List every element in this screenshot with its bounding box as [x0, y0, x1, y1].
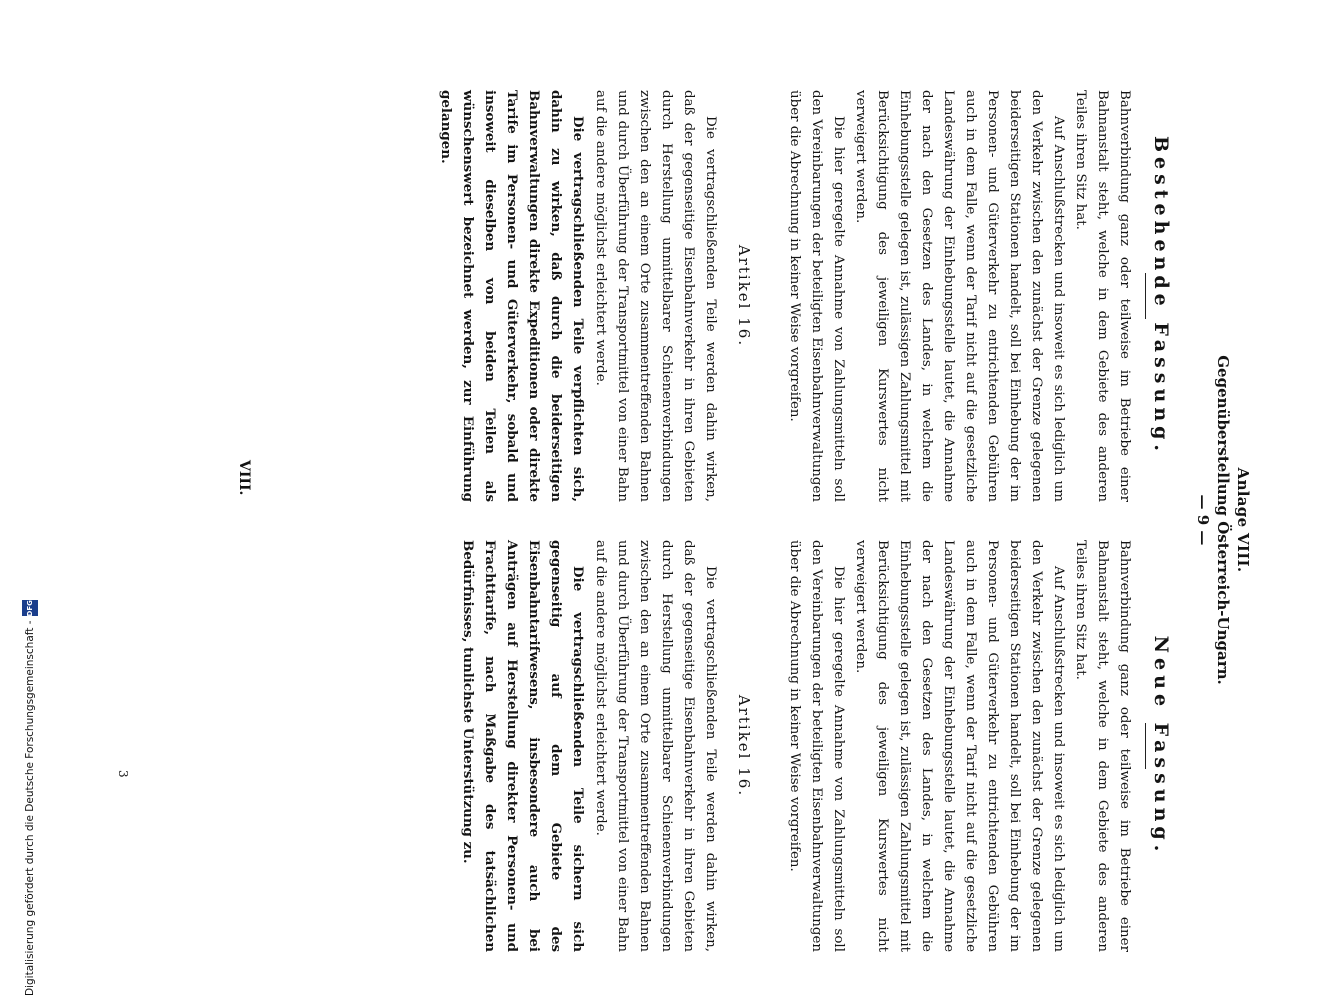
dfg-logo-icon: DFG [22, 600, 38, 616]
article-heading: Artikel 16. [735, 244, 753, 348]
annex-title: Anlage VIII. [1234, 467, 1252, 573]
signature-mark: VIII. [236, 460, 252, 496]
paragraph: Auf Anschlußstrecken und insoweit es sich lediglich um den Verkehr zwischen den zunächst der Grenze gelegenen beiderseitigen Stationen handelt, soll bei Einhebung der im Personen- und Güterverkehr zu entrichtenden Gebühren auch in dem Falle, wenn der Tarif nicht auf die gesetzliche Landeswährung der Einhebungsstelle lautet, die Annahme der nach den Gesetzen des Landes, in welchem die Einhebungsstelle gelegen ist, zulässigen Zahlungsmittel mit Berücksichtigung des jeweiligen Kurswertes nicht verweigert werden. [853, 540, 1066, 952]
paragraph: Die vertragschließenden Teile werden dahin wirken, daß der gegenseitige Eisenbahnverkehr in ihren Gebieten durch Herstellung unmittelbarer Schienenverbindungen zwischen den an einem Orte zusammentreffenden Bahnen und durch Überführung der Transportmittel von einer Bahn auf die andere möglichst erleichtert werde. [593, 540, 718, 952]
paragraph: Bahnverbindung ganz oder teilweise im Betriebe einer Bahnanstalt steht, welche in dem Gebiete des anderen Teiles ihren Sitz hat. [1073, 90, 1132, 502]
title-rule [1145, 273, 1146, 319]
paragraph-bold: Die vertragschließenden Teile verpflichten sich, dahin zu wirken, daß durch die beiderseitigen Bahnverwaltungen direkte Expeditionen oder direkte Tarife im Personen- und Güterverkehr, sobald und insoweit dieselben von beiden Teilen als wünschenswert bezeichnet werden, zur Einführung gelangen. [438, 90, 586, 502]
annex-subtitle: Gegenüberstellung Österreich-Ungarn. [1214, 355, 1232, 685]
column-new-version [457, 540, 1172, 952]
footer-text-line [22, 600, 38, 996]
paragraph: Auf Anschlußstrecken und insoweit es sich lediglich um den Verkehr zwischen den zunächst der Grenze gelegenen beiderseitigen Stationen handelt, soll bei Einhebung der im Personen- und Güterverkehr zu entrichtenden Gebühren auch in dem Falle, wenn der Tarif nicht auf die gesetzliche Landeswährung der Einhebungsstelle lautet, die Annahme der nach den Gesetzen des Landes, in welchem die Einhebungsstelle gelegen ist, zulässigen Zahlungsmittel mit Berücksichtigung des jeweiligen Kurswertes nicht verweigert werden. [853, 90, 1066, 502]
column-existing-version [435, 90, 1172, 502]
rotated-page-content [116, 70, 1260, 970]
paragraph: Die hier geregelte Annahme von Zahlungsmitteln soll den Vereinbarungen der beteiligten Eisenbahnverwaltungen über die Abrechnung in keiner Weise vorgreifen. [787, 90, 846, 502]
paragraph: Die vertragschließenden Teile werden dahin wirken, daß der gegenseitige Eisenbahnverkehr in ihren Gebieten durch Herstellung unmittelbarer Schienenverbindungen zwischen den an einem Orte zusammentreffenden Bahnen und durch Überführung der Transportmittel von einer Bahn auf die andere möglichst erleichtert werde. [593, 90, 718, 502]
paragraph: Bahnverbindung ganz oder teilweise im Betriebe einer Bahnanstalt steht, welche in dem Gebiete des anderen Teiles ihren Sitz hat. [1073, 540, 1132, 952]
article-heading: Artikel 16. [735, 694, 753, 798]
column-title-existing: Bestehende Fassung. [1150, 135, 1172, 457]
page-number: — 9 — [1194, 494, 1212, 546]
column-title-new: Neue Fassung. [1150, 635, 1172, 857]
title-rule [1145, 723, 1146, 769]
paragraph-bold: Die vertragschließenden Teile sichern sich gegenseitig auf dem Gebiete des Eisenbahntarifwesens, insbesondere auch bei Anträgen auf Herstellung direkter Personen- und Frachttarife, nach Maßgabe des tatsächlichen Bedürfnisses, tunlichste Unterstützung zu. [460, 540, 586, 952]
footer-text: Digitalisierung gefördert durch die Deutsche Forschungsgemeinschaft - [24, 620, 36, 996]
sheet-number: 3 [116, 770, 130, 778]
paragraph: Die hier geregelte Annahme von Zahlungsmitteln soll den Vereinbarungen der beteiligten Eisenbahnverwaltungen über die Abrechnung in keiner Weise vorgreifen. [787, 540, 846, 952]
